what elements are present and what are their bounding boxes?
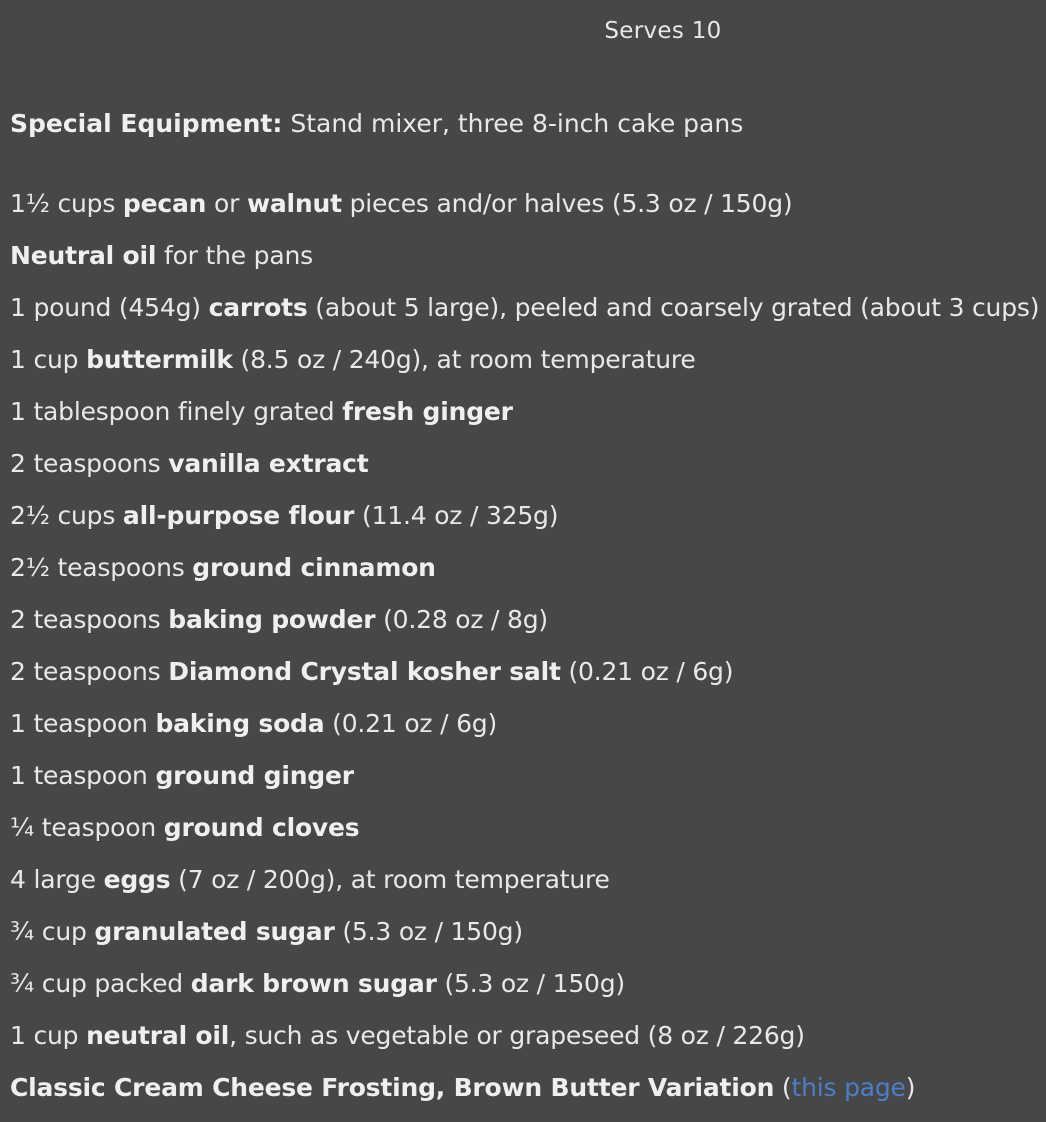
ingredient-name: all-purpose flour: [122, 501, 355, 530]
ingredient-name: ground cloves: [163, 813, 360, 842]
ingredient-name: Diamond Crystal kosher salt: [168, 657, 561, 686]
ingredient-quantity: 1 tablespoon finely grated: [10, 397, 343, 426]
ingredient-name: neutral oil: [86, 1021, 230, 1050]
serves-count: Serves 10: [604, 18, 722, 44]
ingredient-name: Neutral oil: [10, 241, 157, 270]
ingredient-item: [10, 862, 1039, 914]
ingredient-note: (about 5 large), peeled and coarsely grated (about 3 cups): [307, 293, 1040, 322]
ingredient-item: [10, 290, 1039, 342]
special-equipment-text: Stand mixer, three 8-inch cake pans: [282, 109, 744, 138]
ingredient-note: (5.3 oz / 150g): [436, 969, 625, 998]
ingredient-note: ): [905, 1073, 916, 1102]
ingredient-quantity: 2½ cups: [10, 501, 123, 530]
ingredient-note: for the pans: [156, 241, 313, 270]
ingredient-note: (0.21 oz / 6g): [560, 657, 734, 686]
ingredient-item: [10, 446, 1039, 498]
ingredient-name: ground cinnamon: [192, 553, 436, 582]
ingredient-quantity: 1 teaspoon: [10, 761, 156, 790]
ingredient-quantity: 2 teaspoons: [10, 657, 169, 686]
ingredient-note: (11.4 oz / 325g): [354, 501, 559, 530]
ingredient-item: [10, 758, 1039, 810]
ingredient-quantity: 4 large: [10, 865, 104, 894]
ingredient-item: [10, 706, 1039, 758]
ingredient-item: [10, 1018, 1039, 1070]
ingredient-note: (0.28 oz / 8g): [375, 605, 548, 634]
ingredient-item: [10, 1070, 1039, 1122]
ingredient-quantity: ¾ cup: [10, 917, 95, 946]
ingredient-item: [10, 394, 1039, 446]
ingredient-name: baking powder: [168, 605, 376, 634]
ingredient-name: fresh ginger: [342, 397, 513, 426]
ingredient-item: [10, 602, 1039, 654]
ingredient-quantity: 1 teaspoon: [10, 709, 156, 738]
ingredient-list: [10, 186, 1039, 1122]
ingredient-name: carrots: [208, 293, 308, 322]
ingredient-item: [10, 238, 1039, 290]
ingredient-name: dark brown sugar: [190, 969, 437, 998]
ingredient-name: vanilla extract: [168, 449, 369, 478]
ingredient-quantity: 1 cup: [10, 345, 87, 374]
ingredient-quantity: 1½ cups: [10, 189, 123, 218]
ingredient-note: (: [774, 1073, 792, 1102]
ingredient-quantity: 1 pound (454g): [10, 293, 209, 322]
ingredient-name: granulated sugar: [94, 917, 335, 946]
ingredient-note: (8.5 oz / 240g), at room temperature: [232, 345, 696, 374]
ingredient-item: [10, 342, 1039, 394]
ingredient-item: [10, 914, 1039, 966]
ingredient-quantity: 1 cup: [10, 1021, 87, 1050]
ingredient-quantity: ¼ teaspoon: [10, 813, 164, 842]
special-equipment: [10, 106, 743, 142]
ingredient-name: Classic Cream Cheese Frosting, Brown Butter Variation: [10, 1073, 775, 1102]
ingredient-quantity: 2 teaspoons: [10, 449, 169, 478]
ingredient-name: buttermilk: [86, 345, 233, 374]
this-page-link[interactable]: this page: [791, 1073, 906, 1102]
ingredient-name: ground ginger: [155, 761, 354, 790]
ingredient-name: pecan: [122, 189, 207, 218]
ingredient-item: [10, 966, 1039, 1018]
ingredient-name: eggs: [103, 865, 171, 894]
ingredient-item: [10, 654, 1039, 706]
ingredient-note: , such as vegetable or grapeseed (8 oz / 226g): [229, 1021, 805, 1050]
ingredient-note: (0.21 oz / 6g): [324, 709, 497, 738]
ingredient-note: (5.3 oz / 150g): [334, 917, 523, 946]
ingredient-quantity: 2½ teaspoons: [10, 553, 193, 582]
ingredient-note: pieces and/or halves (5.3 oz / 150g): [341, 189, 793, 218]
ingredient-name: baking soda: [155, 709, 325, 738]
ingredient-name: walnut: [246, 189, 342, 218]
ingredient-note: (7 oz / 200g), at room temperature: [170, 865, 610, 894]
ingredient-item: [10, 186, 1039, 238]
ingredient-note: or: [206, 189, 247, 218]
ingredient-item: [10, 550, 1039, 602]
ingredient-quantity: ¾ cup packed: [10, 969, 191, 998]
ingredient-item: [10, 498, 1039, 550]
ingredient-item: [10, 810, 1039, 862]
ingredient-quantity: 2 teaspoons: [10, 605, 169, 634]
special-equipment-label: Special Equipment:: [10, 109, 283, 138]
